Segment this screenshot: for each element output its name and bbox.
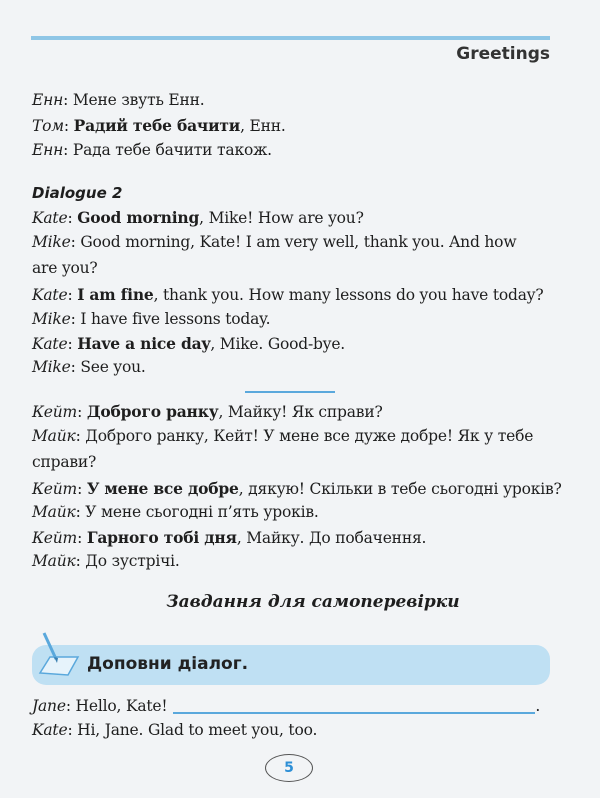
speaker: Енн — [32, 141, 64, 159]
dialogue-line — [32, 402, 383, 421]
speaker: Kate — [32, 209, 68, 227]
dialogue-line — [32, 285, 543, 304]
task-instruction: Доповни діалог. — [87, 654, 249, 674]
line-text: : — [63, 117, 74, 135]
line-text: : Good morning, Kate! I am very well, thank you. And how — [70, 233, 517, 251]
line-text: , thank you. How many lessons do you have today? — [153, 286, 544, 304]
line-text: , Майку! Як справи? — [218, 403, 383, 421]
line-text: : — [67, 335, 78, 353]
speaker: Майк — [32, 552, 76, 570]
header-rule — [31, 36, 550, 40]
speaker: Кейт — [32, 480, 78, 498]
exercise-line — [32, 697, 540, 715]
key-phrase: Good morning — [77, 208, 200, 227]
line-text: : — [67, 209, 78, 227]
dialogue-line — [32, 503, 319, 521]
line-text: , Mike. Good-bye. — [210, 335, 346, 353]
answer-blank[interactable] — [173, 712, 535, 714]
dialogue-line — [32, 116, 286, 135]
dialogue-line — [32, 453, 96, 471]
line-text: : — [77, 480, 87, 498]
key-phrase: Доброго ранку — [86, 402, 219, 421]
line-text: , Mike! How are you? — [199, 209, 364, 227]
speaker: Kate — [32, 335, 68, 353]
separator-line — [245, 391, 335, 393]
speaker: Майк — [32, 427, 76, 445]
pencil-notepad-icon — [34, 631, 84, 689]
key-phrase: У мене все добре — [86, 479, 239, 498]
speaker: Kate — [32, 721, 68, 739]
speaker: Кейт — [32, 529, 78, 547]
dialogue-line — [32, 208, 364, 227]
dialogue-line — [32, 334, 345, 353]
dialogue-heading: Dialogue 2 — [32, 184, 123, 202]
line-text: : — [77, 529, 87, 547]
dialogue-line — [32, 528, 426, 547]
speaker: Mike — [32, 233, 71, 251]
line-text: , дякую! Скільки в тебе сьогодні уроків? — [238, 480, 562, 498]
speaker: Енн — [32, 91, 64, 109]
speaker: Mike — [32, 310, 71, 328]
dialogue-line — [32, 552, 180, 570]
line-text: : I have five lessons today. — [70, 310, 271, 328]
exercise-line — [32, 721, 317, 739]
key-phrase: Have a nice day — [77, 334, 211, 353]
speaker: Кейт — [32, 403, 78, 421]
dialogue-line — [32, 259, 98, 277]
line-text: : Hi, Jane. Glad to meet you, too. — [67, 721, 318, 739]
line-text: : Hello, Kate! — [65, 697, 168, 715]
line-text: are you? — [32, 259, 98, 277]
line-text: : Рада тебе бачити також. — [63, 141, 272, 159]
line-text: , Енн. — [240, 117, 286, 135]
dialogue-line — [32, 479, 562, 498]
line-end: . — [535, 697, 541, 715]
dialogue-line — [32, 427, 533, 445]
speaker: Том — [32, 117, 64, 135]
task-banner — [32, 645, 550, 685]
line-text: : Мене звуть Енн. — [63, 91, 205, 109]
line-text: : Доброго ранку, Кейт! У мене все дуже добре! Як у тебе — [75, 427, 534, 445]
self-check-heading: Завдання для самоперевірки — [166, 592, 460, 612]
line-text: : — [77, 403, 87, 421]
speaker: Kate — [32, 286, 68, 304]
key-phrase: I am fine — [77, 285, 154, 304]
line-text: : — [67, 286, 78, 304]
speaker: Jane — [32, 697, 66, 715]
line-text: , Майку. До побачення. — [236, 529, 427, 547]
page-number: 5 — [265, 754, 313, 782]
speaker: Mike — [32, 358, 71, 376]
section-title: Greetings — [456, 44, 550, 64]
line-text: : See you. — [70, 358, 146, 376]
dialogue-line — [32, 310, 270, 328]
line-text: : У мене сьогодні п’ять уроків. — [75, 503, 319, 521]
key-phrase: Радий тебе бачити — [73, 116, 241, 135]
key-phrase: Гарного тобі дня — [86, 528, 237, 547]
speaker: Майк — [32, 503, 76, 521]
dialogue-line — [32, 358, 146, 376]
dialogue-line — [32, 91, 205, 109]
dialogue-line — [32, 141, 272, 159]
line-text: : До зустрічі. — [75, 552, 180, 570]
dialogue-line — [32, 233, 516, 251]
line-text: справи? — [32, 453, 97, 471]
